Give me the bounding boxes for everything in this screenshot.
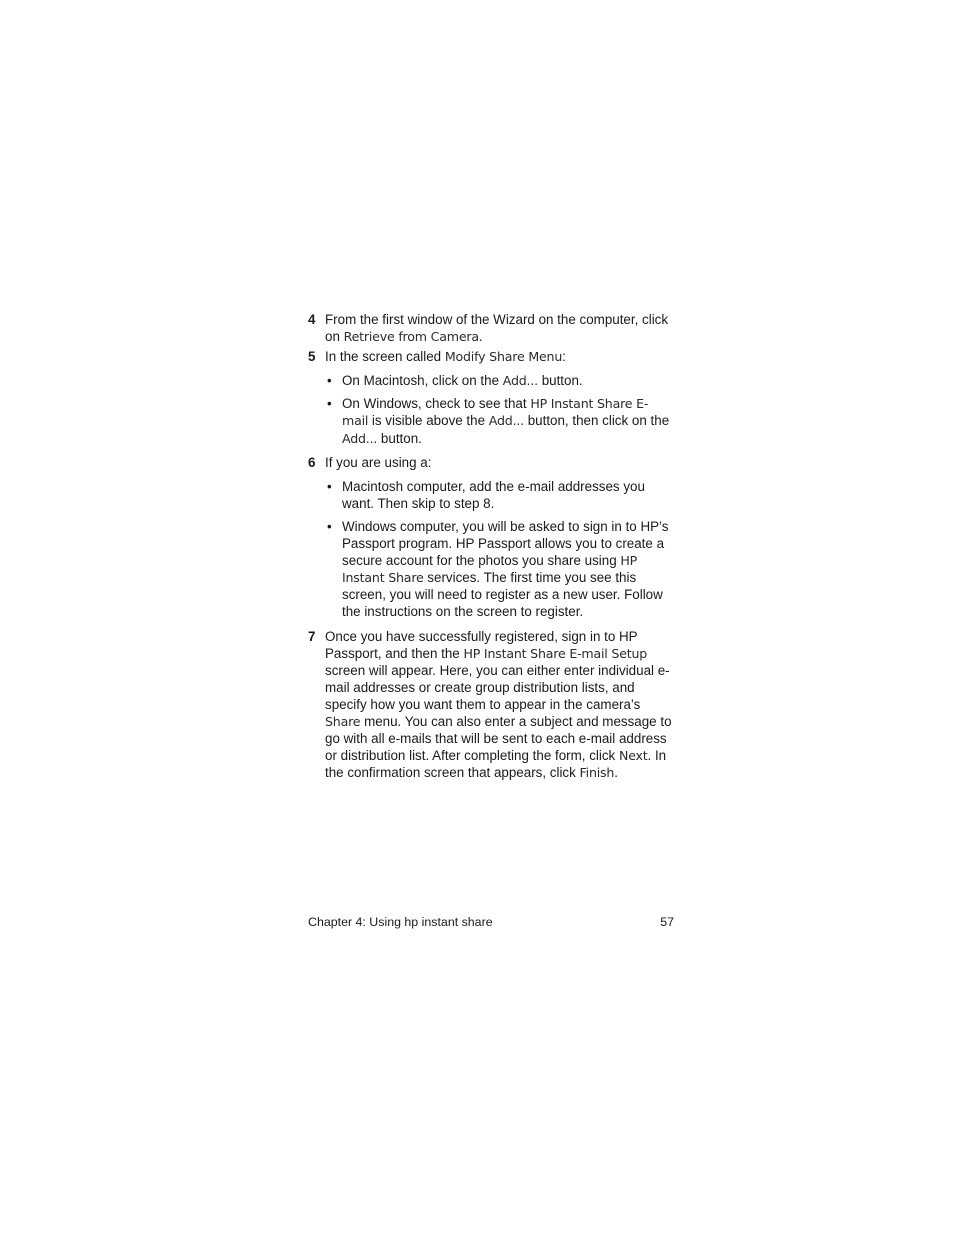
chapter-title: Chapter 4: Using hp instant share: [308, 915, 493, 929]
step-number: 6: [308, 454, 316, 470]
ui-term: Next: [618, 748, 648, 764]
list-item: [308, 395, 674, 446]
page-body: [308, 311, 674, 784]
list-item: [308, 372, 674, 389]
bullet-icon: •: [327, 518, 332, 534]
ui-term: Add...: [488, 413, 524, 429]
bullet-icon: •: [327, 478, 332, 494]
step-text: :: [562, 349, 566, 365]
step-text: menu. You can also enter a subject and message to go with all e-mails that will be sent to each e-mail address or distribution list. After completing the form, click: [325, 713, 672, 764]
list-item: [308, 518, 674, 621]
step-number: 4: [308, 312, 316, 327]
step-text: Once you have successfully registered, sign in to HP Passport, and then the: [325, 628, 638, 661]
bullet-list: [308, 478, 674, 621]
step-7: [308, 628, 674, 782]
bullet-text: button, then click on the: [523, 413, 670, 429]
bullet-text: Windows computer, you will be asked to sign in to HP’s Passport program. HP Passport allows you to create a secure account for the photos you share using: [342, 518, 669, 569]
bullet-text: On Macintosh, click on the: [342, 373, 503, 389]
bullet-icon: •: [327, 396, 332, 412]
step-4: [308, 311, 674, 345]
ui-term: Retrieve from Camera: [343, 329, 479, 345]
bullet-text: is visible above the: [368, 413, 489, 429]
bullet-list: [308, 372, 674, 446]
bullet-text: button.: [537, 373, 583, 389]
ui-term: Add...: [502, 373, 538, 389]
bullet-text: Macintosh computer, add the e-mail addresses you want. Then skip to step 8.: [342, 478, 645, 511]
list-item: [308, 478, 674, 512]
step-text: . In the confirmation screen that appears, click: [325, 748, 667, 781]
ui-term: HP Instant Share E-mail: [342, 396, 649, 429]
step-text: .: [478, 329, 483, 345]
bullet-text: services. The first time you see this screen, you will need to register as a new user. Follow the instructions on the screen to register.: [342, 570, 663, 620]
step-text: From the first window of the Wizard on the computer, click on: [325, 312, 669, 345]
ui-term: Share: [325, 713, 361, 729]
ui-term: Modify Share Menu: [444, 349, 563, 365]
step-text: If you are using a:: [325, 454, 432, 470]
bullet-icon: •: [327, 373, 332, 389]
step-text: .: [614, 765, 618, 781]
ui-term: Add...: [342, 430, 378, 446]
bullet-text: button.: [377, 430, 422, 446]
bullet-text: On Windows, check to see that: [342, 396, 531, 412]
step-number: 7: [308, 628, 316, 644]
step-6: [308, 454, 674, 471]
ui-term: HP Instant Share E-mail Setup: [463, 645, 648, 661]
page-number: 57: [660, 915, 674, 929]
ui-term: Finish: [579, 765, 615, 781]
page-footer: [308, 915, 674, 929]
ui-term: HP Instant Share: [342, 553, 638, 586]
step-5: [308, 348, 674, 365]
step-text: screen will appear. Here, you can either enter individual e-mail addresses or create group distribution lists, and specify how you want them to appear in the camera’s: [325, 662, 670, 712]
step-number: 5: [308, 349, 316, 365]
step-text: In the screen called: [325, 349, 445, 365]
